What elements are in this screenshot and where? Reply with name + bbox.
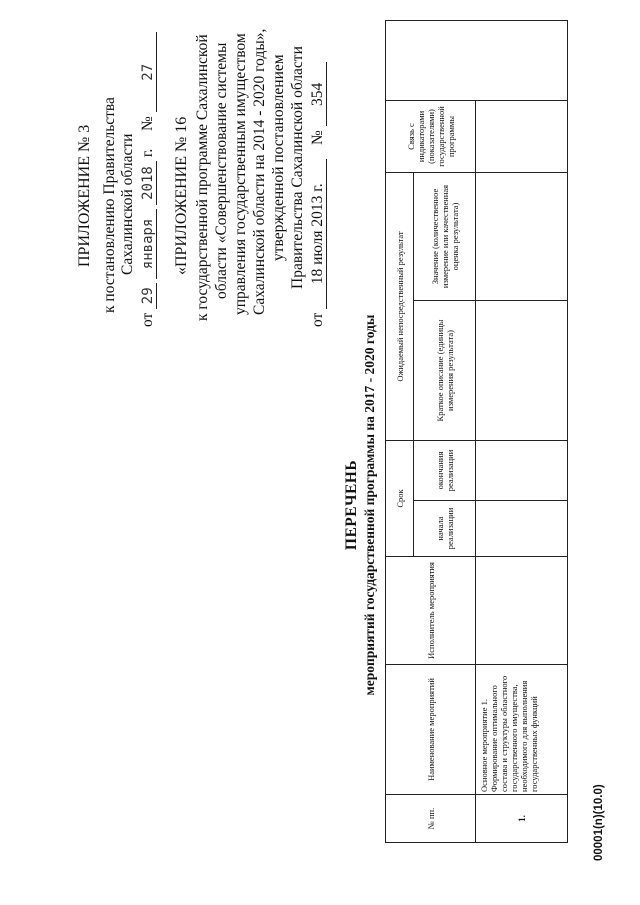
document-title: ПЕРЕЧЕНЬ — [343, 459, 360, 551]
appendix-16-date-prefix: от — [309, 312, 326, 327]
measures-table — [385, 20, 568, 843]
appendix-16-date-line — [308, 62, 327, 327]
header-name: Наименование мероприятий — [386, 665, 476, 795]
appendix-16-title: «ПРИЛОЖЕНИЕ № 16 — [173, 116, 190, 275]
appendix-16-line-3: управления государственным имуществом — [232, 33, 249, 315]
row-executor — [476, 557, 568, 665]
appendix-3-date-suffix: г. — [139, 148, 156, 158]
header-result-value: Значение (количественное измерение или качественная оценка результата) — [414, 173, 476, 301]
appendix-3-line-1: к постановлению Правительства — [101, 97, 118, 313]
document-title-block — [342, 255, 378, 755]
row-link — [476, 101, 568, 173]
appendix-16-number-sign: № — [309, 130, 326, 146]
appendix-16-number: 354 — [310, 62, 327, 126]
appendix-3-number-sign: № — [139, 116, 156, 131]
appendix-3-title: ПРИЛОЖЕНИЕ № 3 — [76, 124, 93, 267]
header-result-desc: Краткое описание (единицы измерения результата) — [414, 301, 476, 441]
footer-code: 00001(n)(10.0) — [593, 784, 605, 861]
appendix-3-date-year: 2018 — [140, 161, 157, 205]
header-link: Связь с индикаторами (показателями) государственной программы — [386, 101, 476, 173]
appendix-3-date-line — [138, 32, 157, 327]
table-row — [476, 21, 568, 843]
header-num: № пп. — [386, 795, 476, 843]
appendix-16-line-5: утвержденной постановлением — [270, 54, 287, 261]
appendix-16-line-2: области «Совершенствование системы — [213, 42, 230, 299]
document-subtitle: мероприятий государственной программы на 2017 - 2020 годы — [362, 314, 377, 696]
row-term-end — [476, 441, 568, 501]
appendix-3-date-day: 29 — [140, 283, 157, 309]
row-term-start — [476, 501, 568, 557]
appendix-16-line-6: Правительства Сахалинской области — [289, 46, 306, 289]
appendix-16-line-4: Сахалинской области на 2014 - 2020 годы», — [251, 28, 268, 315]
appendix-3-date-prefix: от — [139, 312, 156, 327]
row-result-desc — [476, 301, 568, 441]
table-header-row-1 — [386, 21, 414, 843]
header-executor: Исполнитель мероприятия — [386, 557, 476, 665]
appendix-3-line-2: Сахалинской области — [119, 133, 136, 275]
appendix-3-number: 27 — [140, 32, 157, 112]
appendix-16-date: 18 июля 2013 г. — [310, 159, 327, 309]
header-term-start: начала реализации — [414, 501, 476, 557]
header-term: Срок — [386, 441, 414, 557]
header-term-end: окончания реализации — [414, 441, 476, 501]
row-name: Основное мероприятие 1. Формирование оптимального состава и структуры областного государственного имущества, необходимого для выполнения государственных функций — [476, 665, 568, 795]
header-result: Ожидаемый непосредственный результат — [386, 173, 414, 441]
row-num: 1. — [476, 795, 568, 843]
appendix-16-line-1: к государственной программе Сахалинской — [194, 34, 211, 321]
row-result-value — [476, 173, 568, 301]
header-empty-column — [386, 21, 568, 101]
appendix-3-date-month: января — [140, 209, 157, 279]
